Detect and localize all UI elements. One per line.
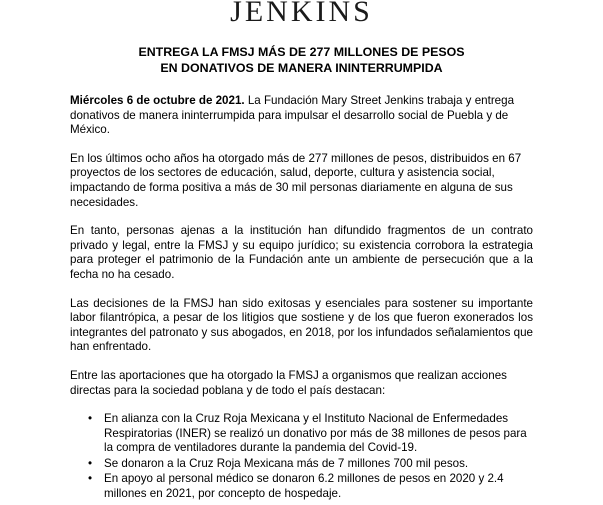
- title-line-1: ENTREGA LA FMSJ MÁS DE 277 MILLONES DE PESOS: [138, 45, 465, 59]
- logo-main-text: JENKINS: [230, 0, 373, 28]
- title-line-2: EN DONATIVOS DE MANERA ININTERRUMPIDA: [160, 61, 443, 75]
- list-item: [70, 457, 533, 472]
- contributions-list: [70, 412, 533, 502]
- list-item: [70, 412, 533, 456]
- foundation-logo: [0, 0, 603, 27]
- intro-text: La Fundación Mary Street Jenkins trabaja y entrega donativos de manera ininterrumpida para impulsar el desarrollo social de Puebla y de México.: [70, 94, 515, 137]
- bullet-glyph: •: [88, 456, 93, 470]
- paragraph-intro: [70, 94, 533, 138]
- paragraph-contract: En tanto, personas ajenas a la institución han difundido fragmentos de un contrato privado y legal, entre la FMSJ y su equipo jurídico; su existencia corrobora la estrategia para proteger el patrimonio de la Fundación ante un ambiente de persecución que a la fecha no ha cesado.: [70, 224, 533, 281]
- press-release-title: [60, 44, 543, 76]
- dateline: Miércoles 6 de octubre de 2021.: [70, 94, 245, 107]
- bullet-glyph: •: [88, 412, 93, 426]
- list-item-text: En alianza con la Cruz Roja Mexicana y el Instituto Nacional de Enfermedades Respiratorias (INER) se realizó un donativo por más de 38 millones de pesos para la compra de ventiladores durante la pandemia del Covid-19.: [104, 412, 527, 455]
- list-item-text: Se donaron a la Cruz Roja Mexicana más de 7 millones 700 mil pesos.: [104, 456, 469, 470]
- press-release-body: [70, 94, 533, 503]
- list-item-text: En apoyo al personal médico se donaron 6.2 millones de pesos en 2020 y 2.4 millones en 2021, por concepto de hospedaje.: [104, 472, 504, 501]
- paragraph-donations-summary: En los últimos ocho años ha otorgado más de 277 millones de pesos, distribuidos en 67 proyectos de los sectores de educación, salud, deporte, cultura y asistencia social, impactando de forma positiva a más de 30 mil personas diariamente en alguna de sus necesidades.: [70, 151, 522, 209]
- paragraph-contributions-intro: Entre las aportaciones que ha otorgado la FMSJ a organismos que realizan acciones directas para la sociedad poblana y de todo el país destacan:: [70, 368, 507, 397]
- list-item: [70, 472, 533, 501]
- paragraph-decisions: Las decisiones de la FMSJ han sido exitosas y esenciales para sostener su importante labor filantrópica, a pesar de los litigios que sostiene y de los que fueron exonerados los integrantes del patronato y sus abogados, en 2018, por los infundados señalamientos que han enfrentado.: [70, 296, 533, 354]
- bullet-glyph: •: [88, 472, 93, 486]
